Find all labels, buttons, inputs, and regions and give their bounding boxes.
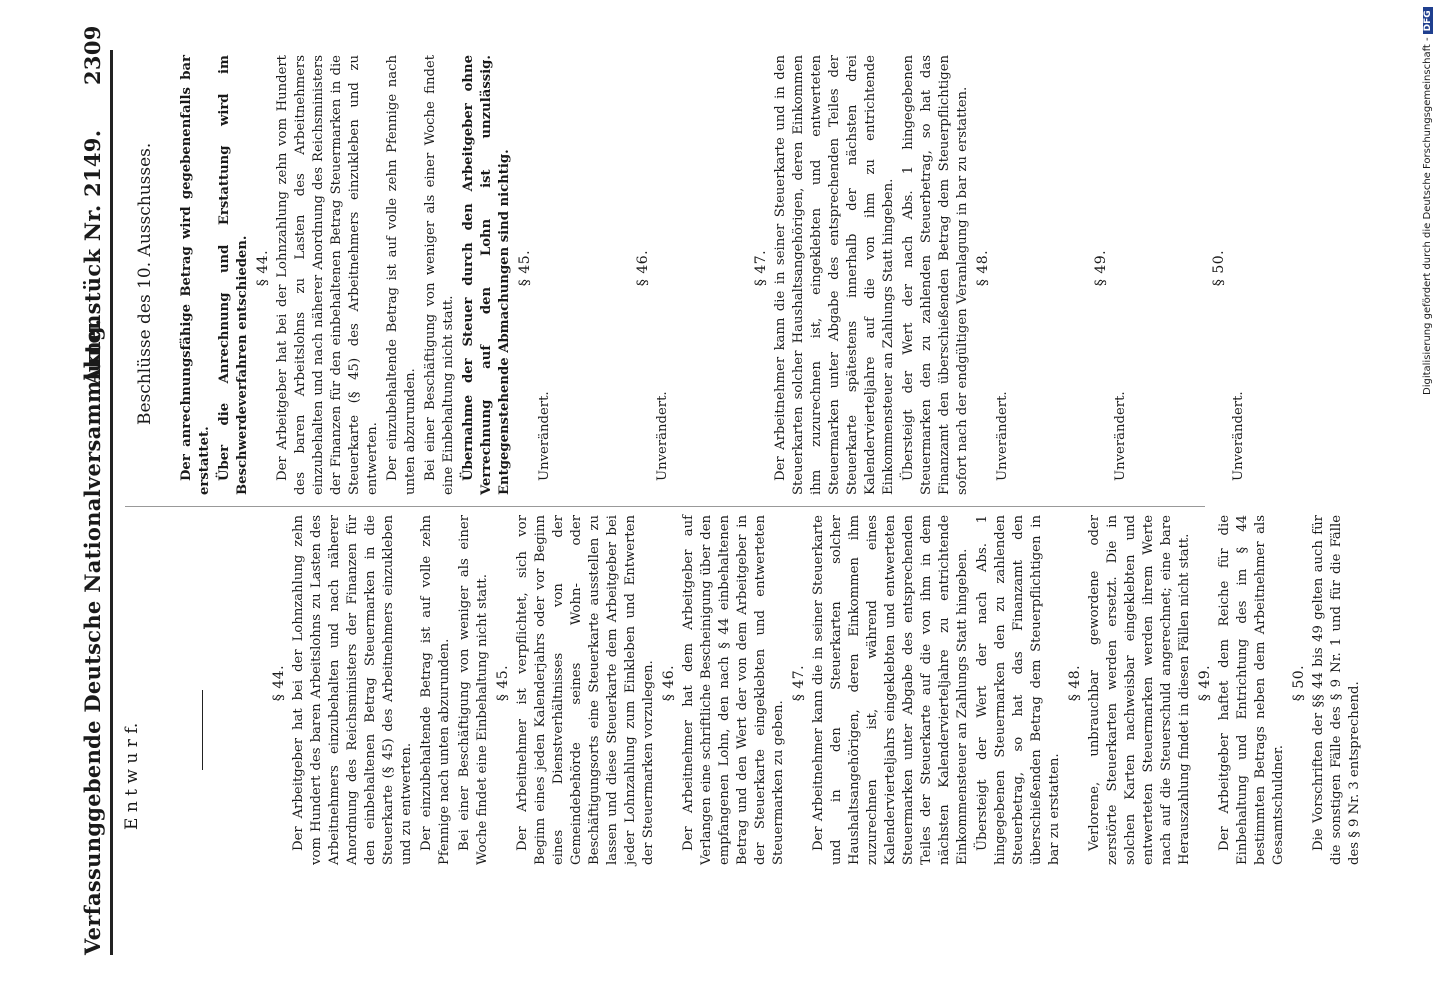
dfg-logo-badge: DFG <box>1423 7 1433 34</box>
body-paragraph: Verlorene, unbrauchbar gewordene oder zerstörte Steuerkarten werden ersetzt. Die in solchen Karten nachweisbar eingeklebten und entwerteten Steuermarken werden ihrem Werte nach auf die Steuerschuld angerechnet; eine bare Herauszahlung findet in diesen Fällen nicht statt. <box>1087 515 1192 865</box>
section-heading: § 48. <box>1067 664 1083 702</box>
body-paragraph: Der Arbeitgeber hat bei der Lohnzahlung zehn vom Hundert des baren Arbeitslohns zu Lasten des Arbeitnehmers einzubehalten und nach näherer Anordnung des Reichsministers der Finanzen für den einbehaltenen Betrag Steuermarken in die Steuerkarte (§ 45) des Arbeitnehmers einzukleben und zu entwerten. <box>275 55 380 495</box>
section-heading: § 44. <box>255 249 271 287</box>
left-heading-rule <box>202 690 203 770</box>
header-rule <box>110 50 113 955</box>
column-divider <box>125 506 1205 507</box>
page-number: 2309 <box>80 25 105 85</box>
section-heading: § 46. <box>635 249 651 287</box>
body-paragraph: Bei einer Beschäftigung von weniger als einer Woche findet eine Einbehaltung nicht statt. <box>457 515 490 865</box>
body-paragraph: Der einzubehaltende Betrag ist auf volle zehn Pfennige nach unten abzurunden. <box>419 515 452 865</box>
section-heading: § 50. <box>1211 249 1227 287</box>
body-paragraph: Übersteigt der Wert der nach Abs. 1 hingegebenen Steuermarken den zu zahlenden Steuerbetrag, so hat das Finanzamt den überschießenden Betrag dem Steuerpflichtigen in bar zu erstatten. <box>975 515 1062 865</box>
section-heading: § 47. <box>791 664 807 702</box>
unchanged-note: Unverändert. <box>995 391 1010 481</box>
section-heading: § 47. <box>753 249 769 287</box>
dfg-note <box>1422 7 1433 395</box>
page-header-document: Aktenstück Nr. 2149. <box>80 129 105 385</box>
body-paragraph: Die Vorschriften der §§ 44 bis 49 gelten auch für die sonstigen Fälle des § 9 Nr. 1 und für die Fälle des § 9 Nr. 3 entsprechend. <box>1311 515 1362 865</box>
unchanged-note: Unverändert. <box>1231 391 1246 481</box>
unchanged-note: Unverändert. <box>1113 391 1128 481</box>
body-paragraph: Der Arbeitnehmer ist verpflichtet, sich vor Beginn eines jeden Kalenderjahrs oder vor Beginn eines Dienstverhältnisses von der Gemeindebehörde seines Wohn- oder Beschäftigungsorts eine Steuerkarte ausstellen zu lassen und diese Steuerkarte dem Arbeitgeber bei jeder Lohnzahlung zum Einkleben und Entwerten der Steuermarken vorzulegen. <box>515 515 656 865</box>
section-heading: § 48. <box>975 249 991 287</box>
dfg-note-text: Digitalisierung gefördert durch die Deutsche Forschungsgemeinschaft - <box>1422 37 1433 395</box>
section-heading: § 44. <box>271 664 287 702</box>
body-paragraph: Der Arbeitnehmer kann die in seiner Steuerkarte und in den Steuerkarten solcher Haushaltsangehörigen, deren Einkommen ihm zuzurechnen ist, während eines Kalendervierteljahrs eingeklebten und entwerteten Steuermarken unter Abgabe des entsprechenden Teiles der Steuerkarte auf die von ihm in dem nächsten Kalendervierteljahre zu entrichtende Einkommensteuer an Zahlungs Statt hingeben. <box>811 515 970 865</box>
left-column <box>270 515 1366 865</box>
unchanged-note: Unverändert. <box>655 391 670 481</box>
body-paragraph: Der einzubehaltende Betrag ist auf volle zehn Pfennige nach unten abzurunden. <box>385 55 418 495</box>
section-heading: § 45. <box>517 249 533 287</box>
section-heading: § 45. <box>495 664 511 702</box>
unchanged-note: Unverändert. <box>537 391 552 481</box>
section-heading: § 49. <box>1093 249 1109 287</box>
body-paragraph: Übersteigt der Wert der nach Abs. 1 hingegebenen Steuermarken den zu zahlenden Steuerbetrag, so hat das Finanzamt den überschießenden Betrag dem Steuerpflichtigen sofort nach der endgültigen Veranlagung in bar zu erstatten. <box>901 55 970 495</box>
body-paragraph: Bei einer Beschäftigung von weniger als einer Woche findet eine Einbehaltung nicht statt. <box>423 55 456 495</box>
body-paragraph: Der Arbeitgeber hat bei der Lohnzahlung zehn vom Hundert des baren Arbeitslohns zu Lasten des Arbeitnehmers einzubehalten und nach näherer Anordnung des Reichsministers der Finanzen für den einbehaltenen Betrag Steuermarken in die Steuerkarte (§ 45) des Arbeitnehmers einzukleben und zu entwerten. <box>291 515 414 865</box>
body-paragraph: Der Arbeitnehmer hat dem Arbeitgeber auf Verlangen eine schriftliche Bescheinigung über den empfangenen Lohn, den nach § 44 einbehaltenen Betrag und den Wert der von dem Arbeitgeber in der Steuerkarte eingeklebten und entwerteten Steuermarken zu geben. <box>681 515 786 865</box>
amendment-paragraph: Über die Anrechnung und Erstattung wird im Beschwerdeverfahren entschieden. <box>217 55 250 495</box>
section-heading: § 49. <box>1197 664 1213 702</box>
section-heading: § 50. <box>1291 664 1307 702</box>
left-column-heading: E n t w u r f. <box>122 722 142 830</box>
section-heading: § 46. <box>661 664 677 702</box>
document-page <box>30 25 1400 985</box>
right-column <box>178 55 1328 495</box>
amendment-paragraph: Übernahme der Steuer durch den Arbeitgeber ohne Verrechnung auf den Lohn ist unzulässig. Entgegenstehende Abmachungen sind nichtig. <box>461 55 512 495</box>
body-paragraph: Der Arbeitnehmer kann die in seiner Steuerkarte und in den Steuerkarten solcher Haushaltsangehörigen, deren Einkommen ihm zuzurechnen ist, eingeklebten und entwerteten Steuermarken unter Abgabe des entsprechenden Teiles der Steuerkarte spätestens innerhalb der nächsten drei Kalendervierteljahre auf die von ihm zu entrichtende Einkommensteuer an Zahlungs Statt hingeben. <box>773 55 896 495</box>
body-paragraph: Der Arbeitgeber haftet dem Reiche für die Einbehaltung und Entrichtung des im § 44 bestimmten Betrags neben dem Arbeitnehmer als Gesamtschuldner. <box>1217 515 1286 865</box>
amendment-paragraph: Der anrechnungsfähige Betrag wird gegebenenfalls bar erstattet. <box>179 55 212 495</box>
page-header-title: Verfassunggebende Deutsche Nationalversammlung. <box>80 318 105 955</box>
right-column-heading: Beschlüsse des 10. Ausschusses. <box>135 142 155 425</box>
